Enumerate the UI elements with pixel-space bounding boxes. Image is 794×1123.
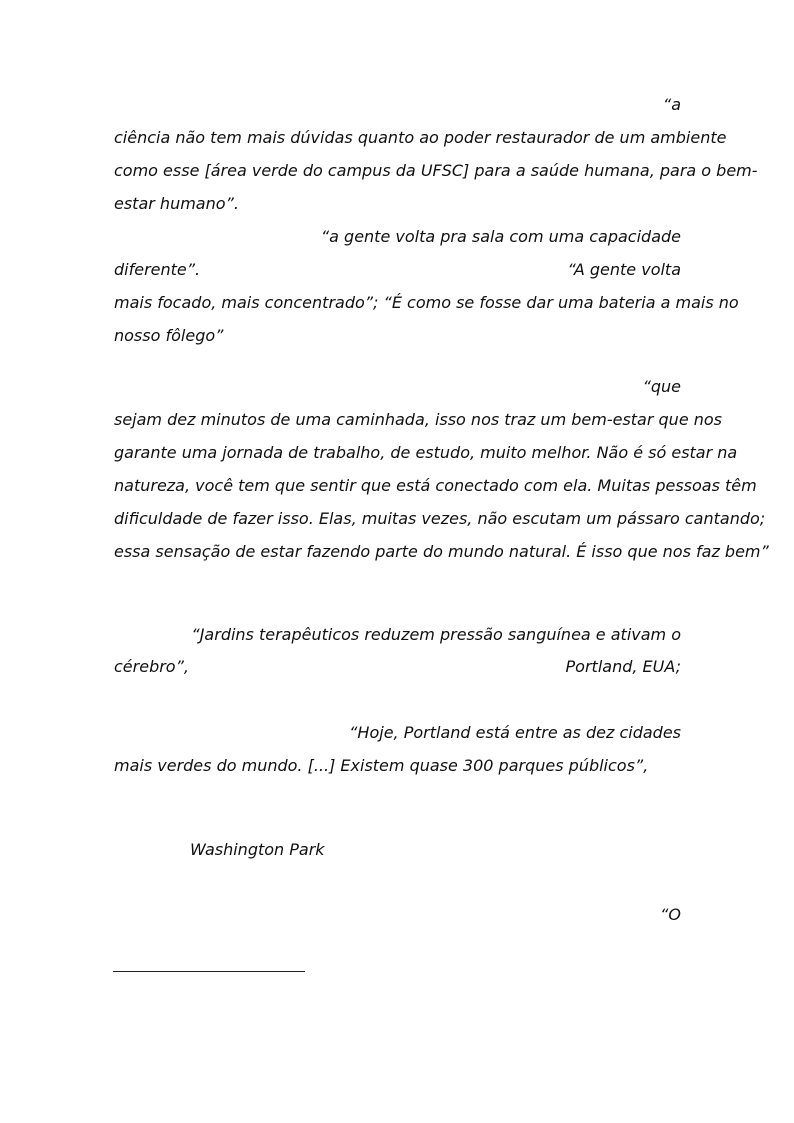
text-line: “O [660,905,681,924]
text-line: dificuldade de fazer isso. Elas, muitas vezes, não escutam um pássaro cantando; [114,509,766,528]
text-line: “a gente volta pra sala com uma capacidade [320,227,681,246]
text-line: mais verdes do mundo. [...] Existem quase 300 parques públicos”, [114,756,649,775]
text-line: garante uma jornada de trabalho, de estudo, muito melhor. Não é só estar na [114,443,738,462]
text-line: “que [642,377,681,396]
text-line: nosso fôlego” [114,326,224,345]
text-line: natureza, você tem que sentir que está conectado com ela. Muitas pessoas têm [114,476,757,495]
text-line: mais focado, mais concentrado”; “É como se fosse dar uma bateria a mais no [114,293,739,312]
text-fragment: diferente”. [114,260,201,279]
text-fragment: Portland, EUA; [565,657,681,676]
footnote-separator [113,971,305,972]
text-line: Washington Park [190,840,325,859]
text-line [114,656,681,678]
text-line: essa sensação de estar fazendo parte do mundo natural. É isso que nos faz bem” [114,542,769,561]
text-line: sejam dez minutos de uma caminhada, isso nos traz um bem-estar que nos [114,410,723,429]
text-fragment: cérebro”, [114,657,189,676]
text-line: ciência não tem mais dúvidas quanto ao poder restaurador de um ambiente [114,128,727,147]
text-line: “a [662,95,681,114]
text-line: “Jardins terapêuticos reduzem pressão sanguínea e ativam o [191,625,681,644]
text-line: estar humano”. [114,194,239,213]
text-line: como esse [área verde do campus da UFSC] para a saúde humana, para o bem- [114,161,758,180]
text-line [114,259,681,281]
text-fragment: “A gente volta [567,260,681,279]
text-line: “Hoje, Portland está entre as dez cidades [349,723,681,742]
